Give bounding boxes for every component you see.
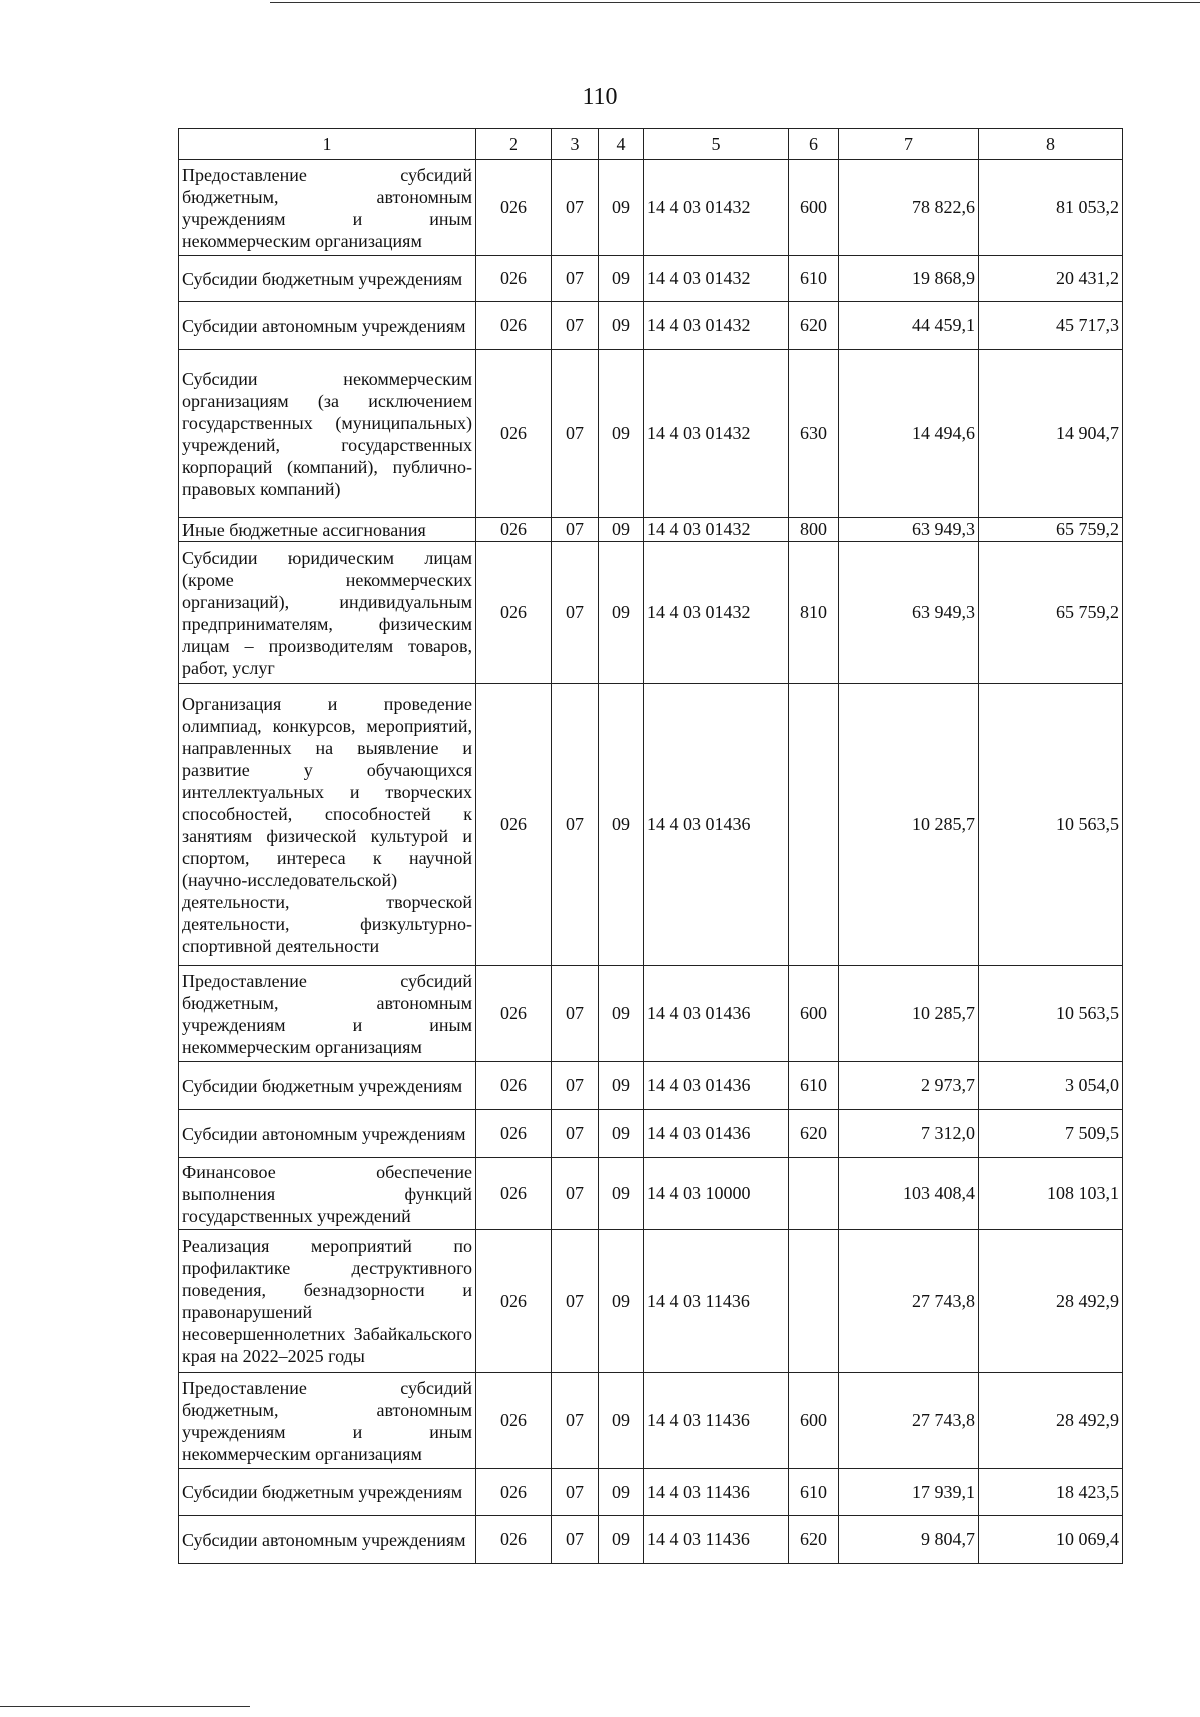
cell-expense-type: 810 <box>789 542 839 684</box>
cell-subsection: 09 <box>599 1158 644 1230</box>
cell-amount-col7: 63 949,3 <box>839 518 979 542</box>
cell-amount-col7: 17 939,1 <box>839 1469 979 1516</box>
cell-amount-col7: 27 743,8 <box>839 1230 979 1373</box>
cell-subsection: 09 <box>599 966 644 1062</box>
cell-target-article: 14 4 03 01432 <box>644 350 789 518</box>
table-row <box>179 542 1123 684</box>
row-description: Субсидии бюджетным учреждениям <box>179 1062 476 1110</box>
table-row <box>179 1469 1123 1516</box>
cell-grbs: 026 <box>476 1110 552 1158</box>
cell-grbs: 026 <box>476 684 552 966</box>
cell-expense-type: 600 <box>789 1373 839 1469</box>
cell-amount-col7: 44 459,1 <box>839 302 979 350</box>
cell-amount-col8: 18 423,5 <box>979 1469 1123 1516</box>
cell-subsection: 09 <box>599 302 644 350</box>
cell-amount-col7: 10 285,7 <box>839 684 979 966</box>
cell-amount-col8: 10 563,5 <box>979 966 1123 1062</box>
cell-amount-col8: 108 103,1 <box>979 1158 1123 1230</box>
column-header: 3 <box>552 129 599 160</box>
cell-amount-col7: 27 743,8 <box>839 1373 979 1469</box>
cell-grbs: 026 <box>476 966 552 1062</box>
cell-subsection: 09 <box>599 1230 644 1373</box>
cell-section: 07 <box>552 1230 599 1373</box>
cell-expense-type: 600 <box>789 966 839 1062</box>
cell-subsection: 09 <box>599 542 644 684</box>
cell-subsection: 09 <box>599 684 644 966</box>
cell-subsection: 09 <box>599 1062 644 1110</box>
row-description: Предоставление субсидий бюджетным, автономным учреждениям и иным некоммерческим организациям <box>179 160 476 256</box>
top-rule <box>270 2 1200 3</box>
table-row <box>179 966 1123 1062</box>
cell-section: 07 <box>552 518 599 542</box>
cell-grbs: 026 <box>476 1373 552 1469</box>
cell-amount-col7: 7 312,0 <box>839 1110 979 1158</box>
cell-section: 07 <box>552 1469 599 1516</box>
cell-amount-col8: 65 759,2 <box>979 542 1123 684</box>
cell-subsection: 09 <box>599 1516 644 1564</box>
row-description: Предоставление субсидий бюджетным, автономным учреждениям и иным некоммерческим организациям <box>179 1373 476 1469</box>
cell-subsection: 09 <box>599 1469 644 1516</box>
table-row <box>179 1516 1123 1564</box>
cell-amount-col8: 20 431,2 <box>979 256 1123 302</box>
cell-amount-col8: 10 563,5 <box>979 684 1123 966</box>
cell-expense-type: 620 <box>789 1516 839 1564</box>
cell-section: 07 <box>552 1110 599 1158</box>
cell-target-article: 14 4 03 11436 <box>644 1373 789 1469</box>
table-row <box>179 1230 1123 1373</box>
cell-target-article: 14 4 03 11436 <box>644 1469 789 1516</box>
cell-section: 07 <box>552 542 599 684</box>
bottom-rule <box>0 1706 250 1707</box>
cell-expense-type: 610 <box>789 1469 839 1516</box>
table-row <box>179 1373 1123 1469</box>
cell-amount-col8: 45 717,3 <box>979 302 1123 350</box>
cell-grbs: 026 <box>476 1516 552 1564</box>
cell-amount-col7: 63 949,3 <box>839 542 979 684</box>
cell-amount-col7: 78 822,6 <box>839 160 979 256</box>
row-description: Предоставление субсидий бюджетным, автономным учреждениям и иным некоммерческим организациям <box>179 966 476 1062</box>
cell-target-article: 14 4 03 01432 <box>644 160 789 256</box>
cell-grbs: 026 <box>476 1469 552 1516</box>
cell-subsection: 09 <box>599 1110 644 1158</box>
table-row <box>179 160 1123 256</box>
cell-target-article: 14 4 03 01432 <box>644 302 789 350</box>
table-row <box>179 1062 1123 1110</box>
row-description: Субсидии автономным учреждениям <box>179 302 476 350</box>
cell-amount-col7: 14 494,6 <box>839 350 979 518</box>
row-description: Финансовое обеспечение выполнения функций государственных учреждений <box>179 1158 476 1230</box>
row-description: Субсидии автономным учреждениям <box>179 1516 476 1564</box>
cell-section: 07 <box>552 1062 599 1110</box>
table-row <box>179 350 1123 518</box>
column-header: 4 <box>599 129 644 160</box>
cell-subsection: 09 <box>599 160 644 256</box>
cell-section: 07 <box>552 350 599 518</box>
cell-expense-type <box>789 1158 839 1230</box>
cell-target-article: 14 4 03 01432 <box>644 542 789 684</box>
cell-expense-type: 600 <box>789 160 839 256</box>
cell-section: 07 <box>552 1516 599 1564</box>
cell-grbs: 026 <box>476 350 552 518</box>
cell-section: 07 <box>552 1158 599 1230</box>
cell-expense-type: 630 <box>789 350 839 518</box>
cell-expense-type: 800 <box>789 518 839 542</box>
cell-expense-type: 620 <box>789 1110 839 1158</box>
cell-grbs: 026 <box>476 160 552 256</box>
column-header: 7 <box>839 129 979 160</box>
cell-grbs: 026 <box>476 518 552 542</box>
cell-amount-col8: 7 509,5 <box>979 1110 1123 1158</box>
cell-expense-type: 610 <box>789 1062 839 1110</box>
cell-amount-col8: 81 053,2 <box>979 160 1123 256</box>
budget-table <box>178 128 1123 1564</box>
cell-amount-col8: 28 492,9 <box>979 1230 1123 1373</box>
table-row <box>179 1158 1123 1230</box>
cell-target-article: 14 4 03 01436 <box>644 966 789 1062</box>
cell-section: 07 <box>552 302 599 350</box>
cell-amount-col7: 10 285,7 <box>839 966 979 1062</box>
cell-section: 07 <box>552 1373 599 1469</box>
cell-target-article: 14 4 03 10000 <box>644 1158 789 1230</box>
page-number: 110 <box>582 84 618 110</box>
row-description: Субсидии юридическим лицам (кроме некоммерческих организаций), индивидуальным предпринимателям, физическим лицам – производителям товаров, работ, услуг <box>179 542 476 684</box>
cell-amount-col8: 65 759,2 <box>979 518 1123 542</box>
cell-section: 07 <box>552 684 599 966</box>
cell-expense-type: 610 <box>789 256 839 302</box>
cell-subsection: 09 <box>599 256 644 302</box>
cell-expense-type <box>789 1230 839 1373</box>
row-description: Реализация мероприятий по профилактике деструктивного поведения, безнадзорности и правонарушений несовершеннолетних Забайкальского края на 2022–2025 годы <box>179 1230 476 1373</box>
cell-amount-col8: 3 054,0 <box>979 1062 1123 1110</box>
column-header: 5 <box>644 129 789 160</box>
cell-target-article: 14 4 03 01432 <box>644 518 789 542</box>
table-row <box>179 302 1123 350</box>
column-header: 8 <box>979 129 1123 160</box>
table-header-row <box>179 129 1123 160</box>
column-header: 6 <box>789 129 839 160</box>
cell-section: 07 <box>552 160 599 256</box>
cell-amount-col7: 103 408,4 <box>839 1158 979 1230</box>
cell-grbs: 026 <box>476 1158 552 1230</box>
row-description: Субсидии некоммерческим организациям (за исключением государственных (муниципальных) учреждений, государственных корпораций (компаний), публично-правовых компаний) <box>179 350 476 518</box>
row-description: Субсидии бюджетным учреждениям <box>179 256 476 302</box>
cell-amount-col7: 2 973,7 <box>839 1062 979 1110</box>
cell-subsection: 09 <box>599 1373 644 1469</box>
cell-grbs: 026 <box>476 542 552 684</box>
cell-grbs: 026 <box>476 1062 552 1110</box>
column-header: 2 <box>476 129 552 160</box>
row-description: Субсидии автономным учреждениям <box>179 1110 476 1158</box>
cell-target-article: 14 4 03 11436 <box>644 1230 789 1373</box>
cell-target-article: 14 4 03 11436 <box>644 1516 789 1564</box>
cell-amount-col8: 28 492,9 <box>979 1373 1123 1469</box>
cell-grbs: 026 <box>476 302 552 350</box>
row-description: Субсидии бюджетным учреждениям <box>179 1469 476 1516</box>
cell-grbs: 026 <box>476 256 552 302</box>
cell-amount-col8: 14 904,7 <box>979 350 1123 518</box>
cell-target-article: 14 4 03 01436 <box>644 1062 789 1110</box>
cell-section: 07 <box>552 966 599 1062</box>
cell-subsection: 09 <box>599 350 644 518</box>
cell-amount-col7: 9 804,7 <box>839 1516 979 1564</box>
column-header: 1 <box>179 129 476 160</box>
table-row <box>179 1110 1123 1158</box>
cell-section: 07 <box>552 256 599 302</box>
cell-expense-type <box>789 684 839 966</box>
cell-subsection: 09 <box>599 518 644 542</box>
cell-grbs: 026 <box>476 1230 552 1373</box>
cell-target-article: 14 4 03 01432 <box>644 256 789 302</box>
cell-expense-type: 620 <box>789 302 839 350</box>
table-row <box>179 684 1123 966</box>
row-description: Организация и проведение олимпиад, конкурсов, мероприятий, направленных на выявление и развитие у обучающихся интеллектуальных и творческих способностей, способностей к занятиям физической культурой и спортом, интереса к научной (научно-исследовательской) деятельности, творческой деятельности, физкультурно-спортивной деятельности <box>179 684 476 966</box>
row-description: Иные бюджетные ассигнования <box>179 518 476 542</box>
table-row <box>179 256 1123 302</box>
cell-amount-col7: 19 868,9 <box>839 256 979 302</box>
cell-target-article: 14 4 03 01436 <box>644 684 789 966</box>
table-row <box>179 518 1123 542</box>
cell-target-article: 14 4 03 01436 <box>644 1110 789 1158</box>
cell-amount-col8: 10 069,4 <box>979 1516 1123 1564</box>
